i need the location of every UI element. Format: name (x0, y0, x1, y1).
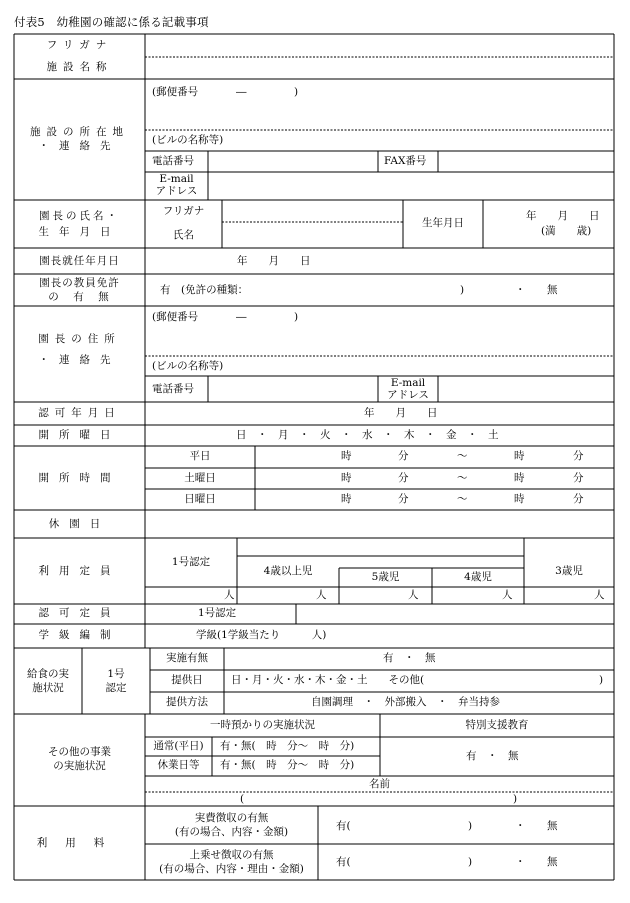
other-special-label: 特別支援教育 (465, 719, 529, 731)
open-days-list[interactable]: 日 ・ 月 ・ 火 ・ 水 ・ 木 ・ 金 ・ 土 (236, 429, 499, 441)
hours-saturday-hour2: 時 (514, 472, 525, 484)
meals-impl-value[interactable]: 有 ・ 無 (383, 652, 436, 664)
meals-impl-label: 実施有無 (166, 652, 208, 664)
location-email-label-1: E-mail (159, 173, 194, 185)
fees-actual-label-1: 実費徴収の有無 (194, 812, 269, 824)
location-postal-label: (郵便番号 (152, 86, 199, 98)
meals-cert-2: 認定 (105, 682, 127, 694)
other-name-close: ) (513, 793, 518, 805)
approval-label: 認可年月日 (38, 407, 121, 419)
approved-capacity-label: 認可定員 (38, 607, 121, 619)
director-email-field[interactable] (439, 377, 613, 401)
hours-weekday-label: 平日 (189, 450, 211, 462)
director-label-2: 生年月日 (38, 226, 121, 238)
director-address-label-1: 園長の住所 (38, 333, 121, 345)
holidays-label: 休園日 (48, 518, 111, 530)
director-furigana-field[interactable] (223, 201, 402, 221)
location-email-field[interactable] (209, 173, 613, 199)
form-title: 付表5 幼稚園の確認に係る記載事項 (14, 15, 209, 29)
meals-days-value[interactable]: 日・月・火・水・木・金・土 その他( (231, 674, 425, 686)
other-special-value[interactable]: 有 ・ 無 (466, 750, 519, 762)
director-name-label: 氏名 (173, 229, 194, 241)
other-weekday-value[interactable]: 有・無( 時 分～ 時 分) (220, 740, 355, 752)
license-no-text[interactable]: 無 (547, 284, 558, 296)
director-phone-label: 電話番号 (152, 383, 194, 395)
location-phone-field[interactable] (209, 152, 377, 171)
fees-extra-label-2: (有の場合、内容・理由・金額) (159, 863, 304, 875)
appointment-ymd[interactable]: 年 月 日 (237, 255, 311, 267)
fees-actual-close: ) (468, 820, 473, 832)
location-fax-field[interactable] (439, 152, 613, 171)
director-birth-ymd[interactable]: 年 月 日 (526, 210, 600, 222)
other-name-label: 名前 (369, 778, 390, 790)
director-email-label-2: アドレス (387, 389, 429, 401)
meals-method-value[interactable]: 自園調理 ・ 外部搬入 ・ 弁当持参 (311, 696, 500, 708)
director-postal-dash: ― (236, 311, 247, 323)
director-postal-close: ) (294, 311, 299, 323)
location-postal-dash: ― (236, 86, 247, 98)
fees-extra-close: ) (468, 856, 473, 868)
director-email-label-1: E-mail (390, 377, 426, 389)
director-name-field[interactable] (223, 223, 402, 247)
director-building-label: (ビルの名称等) (152, 360, 224, 372)
director-age[interactable]: (満 歳) (541, 225, 592, 237)
fees-actual-label-2: (有の場合、内容・金額) (174, 826, 289, 838)
holidays-field[interactable] (146, 511, 613, 537)
hours-weekday-hour1: 時 (341, 450, 352, 462)
capacity-3: 3歳児 (555, 565, 583, 577)
location-email-label-2: アドレス (155, 185, 198, 197)
director-postal-label: (郵便番号 (152, 311, 199, 323)
hours-saturday-label: 土曜日 (184, 472, 216, 484)
facility-name-label: 施設名称 (46, 61, 113, 73)
capacity-4plus: 4歳以上児 (263, 565, 313, 577)
hours-sunday-hour1: 時 (341, 493, 352, 505)
meals-cert-1: 1号 (107, 668, 125, 680)
other-weekday-label: 通常(平日) (153, 740, 204, 752)
fees-actual-sep: ・ (515, 820, 526, 832)
license-label-1: 園長の教員免許 (39, 277, 120, 289)
hours-weekday-min1: 分 (398, 450, 409, 462)
appointment-label: 園長就任年月日 (39, 255, 120, 267)
facility-furigana-label: フリガナ (46, 39, 113, 51)
other-label-2: の実施状況 (53, 760, 106, 772)
capacity-4: 4歳児 (464, 571, 492, 583)
location-label-1: 施設の所在地 (30, 126, 129, 138)
capacity-unit-2: 人 (316, 589, 327, 601)
location-building-label: (ビルの名称等) (152, 134, 224, 146)
capacity-unit-5: 人 (594, 589, 605, 601)
fees-extra-sep: ・ (515, 856, 526, 868)
location-postal-close: ) (294, 86, 299, 98)
meals-days-close: ) (599, 674, 604, 686)
location-label-2: ・連絡先 (38, 140, 121, 152)
other-holiday-label: 休業日等 (157, 759, 200, 771)
director-address-label-2: ・連絡先 (38, 354, 121, 366)
fees-label: 利用料 (36, 837, 123, 849)
approved-capacity-cert1: 1号認定 (198, 607, 237, 619)
location-fax-label: FAX番号 (384, 155, 427, 167)
director-furigana-label: フリガナ (162, 205, 205, 217)
facility-name-field[interactable] (146, 58, 613, 78)
meals-label-2: 施状況 (32, 682, 64, 694)
meals-method-label: 提供方法 (166, 696, 208, 708)
hours-saturday-tilde: ～ (457, 472, 468, 484)
meals-days-label: 提供日 (171, 674, 203, 686)
other-holiday-value[interactable]: 有・無( 時 分～ 時 分) (220, 759, 355, 771)
license-close: ) (460, 284, 465, 296)
hours-sunday-min2: 分 (573, 493, 584, 505)
capacity-unit-4: 人 (502, 589, 513, 601)
location-phone-label: 電話番号 (152, 155, 194, 167)
other-label-1: その他の事業 (48, 746, 111, 758)
fees-actual-no[interactable]: 無 (547, 820, 558, 832)
hours-weekday-min2: 分 (573, 450, 584, 462)
capacity-label: 利用定員 (38, 565, 121, 577)
capacity-cert1: 1号認定 (171, 556, 211, 568)
hours-weekday-hour2: 時 (514, 450, 525, 462)
hours-sunday-label: 日曜日 (184, 493, 216, 505)
hours-saturday-min2: 分 (573, 472, 584, 484)
license-label-2: の 有 無 (48, 291, 111, 303)
classes-text[interactable]: 学級(1学級当たり 人) (196, 629, 327, 641)
hours-sunday-hour2: 時 (514, 493, 525, 505)
capacity-5: 5歳児 (371, 571, 400, 583)
license-sep: ・ (515, 284, 526, 296)
other-name-open: ( (240, 793, 245, 805)
director-birthdate-label: 生年月日 (422, 217, 464, 229)
director-phone-field[interactable] (209, 377, 377, 401)
capacity-unit-1: 人 (224, 589, 235, 601)
open-hours-label: 開所時間 (38, 472, 121, 484)
open-days-label: 開所曜日 (38, 429, 121, 441)
hours-saturday-hour1: 時 (341, 472, 352, 484)
capacity-unit-3: 人 (408, 589, 419, 601)
meals-label-1: 給食の実 (27, 668, 69, 680)
director-label-1: 園長の氏名・ (39, 210, 120, 222)
other-temp-label: 一時預かりの実施状況 (210, 719, 315, 731)
hours-sunday-min1: 分 (398, 493, 409, 505)
fees-extra-yes[interactable]: 有( (336, 856, 351, 868)
approved-capacity-field[interactable] (297, 605, 613, 623)
hours-saturday-min1: 分 (398, 472, 409, 484)
license-yes-text[interactable]: 有 (免許の種類： (160, 284, 249, 296)
hours-weekday-tilde: ～ (457, 450, 468, 462)
facility-furigana-field[interactable] (146, 35, 613, 56)
classes-label: 学級編制 (38, 629, 121, 641)
fees-extra-label-1: 上乗せ徴収の有無 (189, 849, 274, 861)
approval-ymd[interactable]: 年 月 日 (364, 407, 438, 419)
fees-extra-no[interactable]: 無 (547, 856, 558, 868)
fees-actual-yes[interactable]: 有( (336, 820, 351, 832)
hours-sunday-tilde: ～ (457, 493, 468, 505)
